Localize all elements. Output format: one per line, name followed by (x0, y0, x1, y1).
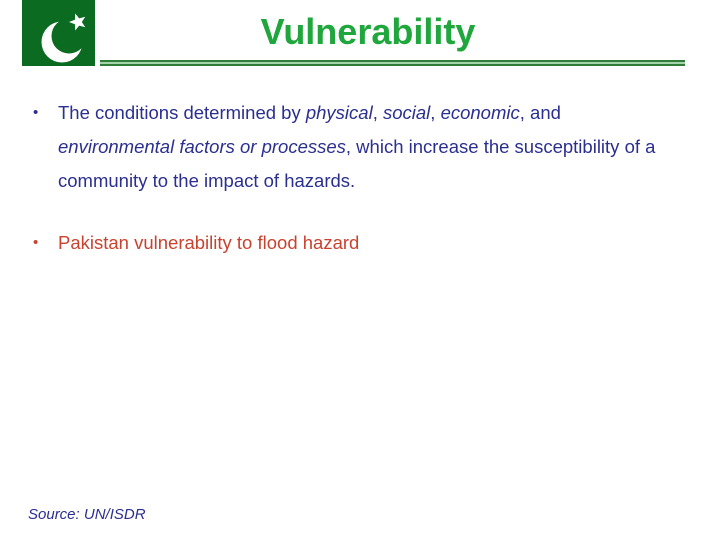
bullet-item (30, 96, 678, 198)
source-credit: Source: UN/ISDR (28, 506, 146, 523)
bullet-text-italic: economic (440, 102, 520, 123)
bullet-text: , which increase the susceptibility of a community to the impact of hazards. (58, 136, 656, 191)
title-underline-rule (100, 60, 685, 66)
bullet-list (30, 96, 678, 260)
bullet-text: , and (519, 102, 561, 123)
bullet-text: The conditions determined by (58, 102, 306, 123)
bullet-text-italic: environmental factors or processes (58, 136, 346, 157)
bullet-text: Pakistan vulnerability to flood hazard (58, 232, 360, 253)
bullet-text-italic: physical (305, 102, 373, 123)
bullet-text: , (372, 102, 383, 123)
bullet-marker: • (33, 104, 39, 121)
slide-title: Vulnerability (260, 11, 476, 52)
bullet-text-italic: social (382, 102, 431, 123)
bullet-item (30, 226, 678, 260)
bullet-text: , (430, 102, 441, 123)
bullet-marker: • (33, 234, 39, 251)
